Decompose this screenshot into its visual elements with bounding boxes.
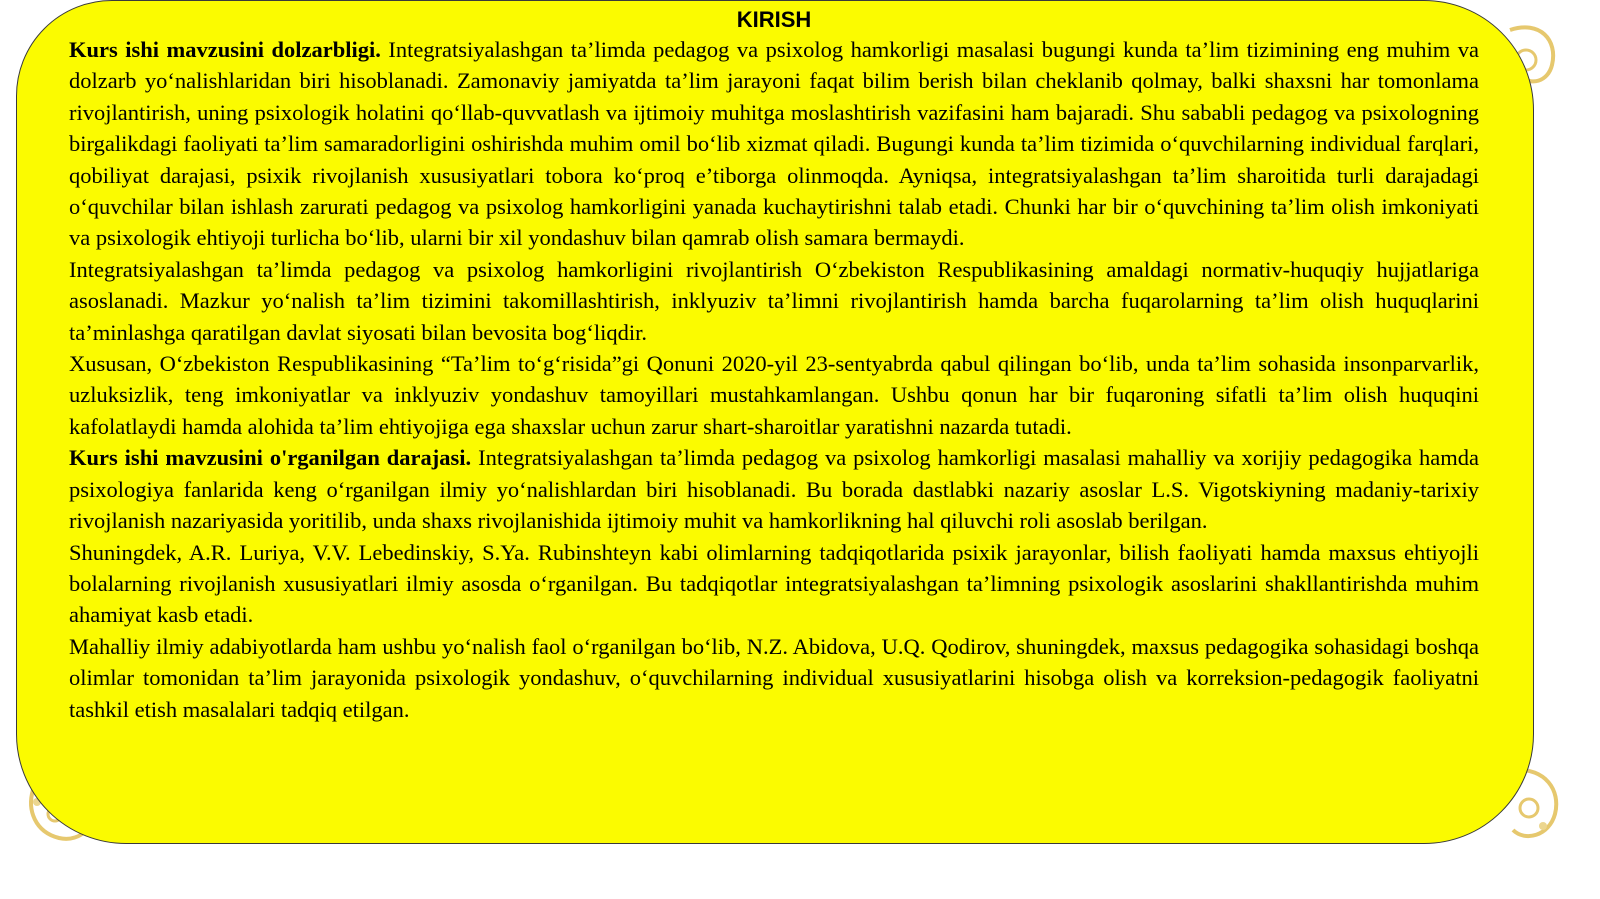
paragraph-text: Mahalliy ilmiy adabiyotlarda ham ushbu yo‘nalish faol o‘rganilgan bo‘lib, N.Z. Abidova, U.Q. Qodirov, shuningdek, maxsus pedagogika sohasidagi boshqa olimlar tomonidan ta’lim jarayonida psixologik yondashuv, o‘quvchilarning individual xususiyatlarini hisobga olish va korreksion-pedagogik faoliyatni tashkil etish masalalari tadqiq etilgan. <box>69 633 1479 722</box>
paragraph-text: Integratsiyalashgan ta’limda pedagog va psixolog hamkorligi masalasi bugungi kunda ta’lim tizimining eng muhim va dolzarb yo‘nalishlaridan biri hisoblanadi. Zamonaviy jamiyatda ta’lim jarayoni faqat bilim berish bilan cheklanib qolmay, balki shaxsni har tomonlama rivojlantirish, uning psixologik holatini qo‘llab-quvvatlash va ijtimoiy muhitga moslashtirish vazifasini ham bajaradi. Shu sababli pedagog va psixologning birgalikdagi faoliyati ta’lim samaradorligini oshirishda muhim omil bo‘lib xizmat qiladi. Bugungi kunda ta’lim tizimida o‘quvchilarning individual farqlari, qobiliyat darajasi, psixik rivojlanish xususiyatlari tobora ko‘proq e’tiborga olinmoqda. Ayniqsa, integratsiyalashgan ta’lim sharoitida turli darajadagi o‘quvchilar bilan ishlash zarurati pedagog va psixolog hamkorligini yanada kuchaytirishni talab etadi. Chunki har bir o‘quvchining ta’lim olish imkoniyati va psixologik ehtiyoji turlicha bo‘lib, ularni bir xil yondashuv bilan qamrab olish samara bermaydi. <box>69 37 1479 251</box>
paragraph-lead: Kurs ishi mavzusini dolzarbligi. <box>69 37 381 62</box>
paragraph-relevance <box>69 34 1479 254</box>
paragraph-normative-basis <box>69 254 1479 348</box>
paragraph-lead: Kurs ishi mavzusini o'rganilgan darajasi. <box>69 445 472 471</box>
paragraph-research-level <box>69 442 1479 536</box>
paragraph-text: Integratsiyalashgan ta’limda pedagog va psixolog hamkorligi masalasi mahalliy va xorijiy pedagogika hamda psixologiya fanlarida keng o‘rganilgan ilmiy yo‘nalishlardan biri hisoblanadi. Bu borada dastlabki nazariy asoslar L.S. Vigotskiyning madaniy-tarixiy rivojlanish nazariyasida yoritilib, unda shaxs rivojlanishida ijtimoiy muhit va hamkorlikning hal qiluvchi roli asoslab berilgan. <box>69 445 1480 534</box>
paragraph-scholars <box>69 537 1479 631</box>
paragraph-text: Integratsiyalashgan ta’limda pedagog va psixolog hamkorligini rivojlantirish O‘zbekiston Respublikasining amaldagi normativ-huquqiy hujjatlariga asoslanadi. Mazkur yo‘nalish ta’lim tizimini takomillashtirish, inklyuziv ta’limni rivojlantirish hamda barcha fuqarolarning ta’lim olish huquqlarini ta’minlashga qaratilgan davlat siyosati bilan bevosita bog‘liqdir. <box>69 256 1479 345</box>
page-title: KIRISH <box>736 7 812 32</box>
text-card <box>16 0 1534 844</box>
paragraph-local-literature <box>69 631 1479 725</box>
paragraph-text: Xususan, O‘zbekiston Respublikasining “Ta’lim to‘g‘risida”gi Qonuni 2020-yil 23-sentyabrda qabul qilingan bo‘lib, unda ta’lim sohasida insonparvarlik, uzluksizlik, teng imkoniyatlar va inklyuziv yondashuv tamoyillari mustahkamlangan. Ushbu qonun har bir fuqaroning sifatli ta’lim olish huquqini kafolatlaydi hamda alohida ta’lim ehtiyojiga ega shaxslar uchun zarur shart-sharoitlar yaratishni nazarda tutadi. <box>69 351 1479 439</box>
paragraph-education-law <box>69 348 1479 442</box>
paragraph-text: Shuningdek, A.R. Luriya, V.V. Lebedinskiy, S.Ya. Rubinshteyn kabi olimlarning tadqiqotlarida psixik jarayonlar, bilish faoliyati hamda maxsus ehtiyojli bolalarning rivojlanish xususiyatlari ilmiy asosda o‘rganilgan. Bu tadqiqotlar integratsiyalashgan ta’limning psixologik asoslarini shakllantirishda muhim ahamiyat kasb etadi. <box>69 539 1479 628</box>
